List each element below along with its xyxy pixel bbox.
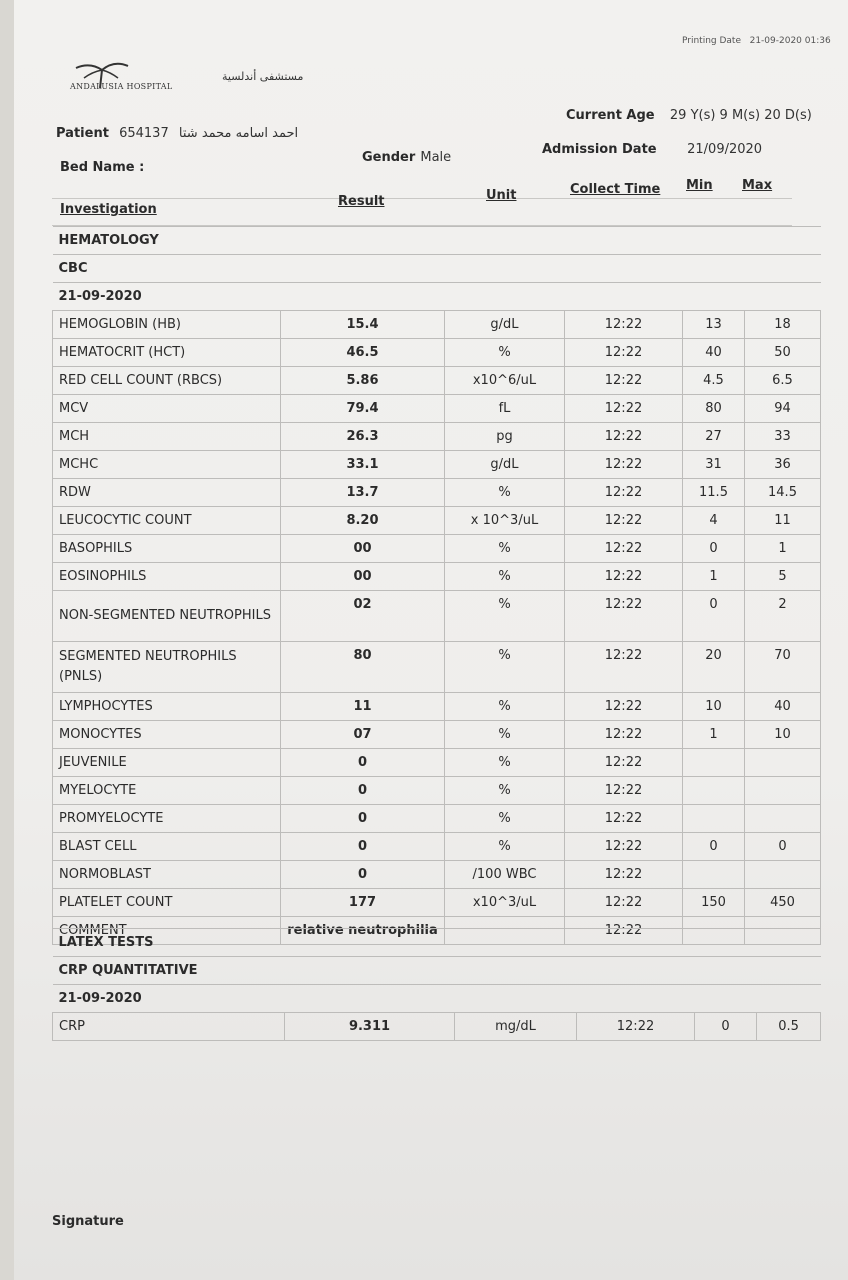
test-result: 80 xyxy=(281,642,445,693)
range-max: 11 xyxy=(745,507,821,535)
latex-date-text: 21-09-2020 xyxy=(53,985,821,1013)
gender-value: Male xyxy=(420,150,452,165)
test-name: COMMENT xyxy=(53,917,281,945)
collect-time: 12:22 xyxy=(565,423,683,451)
collect-time: 12:22 xyxy=(565,805,683,833)
range-max xyxy=(745,777,821,805)
range-max xyxy=(745,749,821,777)
test-name: MONOCYTES xyxy=(53,721,281,749)
table-row xyxy=(53,479,821,507)
collect-time: 12:22 xyxy=(565,889,683,917)
collect-time: 12:22 xyxy=(565,311,683,339)
range-max: 18 xyxy=(745,311,821,339)
range-min: 20 xyxy=(683,642,745,693)
latex-panel-title xyxy=(53,957,821,985)
col-investigation: Investigation xyxy=(60,202,157,217)
range-max: 70 xyxy=(745,642,821,693)
test-name: BLAST CELL xyxy=(53,833,281,861)
table-row xyxy=(53,591,821,642)
range-max: 40 xyxy=(745,693,821,721)
test-unit: x10^3/uL xyxy=(445,889,565,917)
test-result: 02 xyxy=(281,591,445,642)
hematology-section-title-text: HEMATOLOGY xyxy=(53,227,821,255)
range-min: 0 xyxy=(683,535,745,563)
collect-time: 12:22 xyxy=(565,917,683,945)
range-min: 10 xyxy=(683,693,745,721)
test-name: EOSINOPHILS xyxy=(53,563,281,591)
test-result: 13.7 xyxy=(281,479,445,507)
range-min xyxy=(683,805,745,833)
test-result: 00 xyxy=(281,535,445,563)
collect-time: 12:22 xyxy=(565,642,683,693)
patient-line xyxy=(56,122,298,141)
range-max: 0.5 xyxy=(757,1013,821,1041)
col-unit: Unit xyxy=(486,188,517,203)
test-unit: % xyxy=(445,693,565,721)
hematology-panel-title-text: CBC xyxy=(53,255,821,283)
table-row xyxy=(53,693,821,721)
table-row xyxy=(53,423,821,451)
admission-date xyxy=(542,138,762,157)
collect-time: 12:22 xyxy=(565,563,683,591)
table-row xyxy=(53,833,821,861)
test-name: PROMYELOCYTE xyxy=(53,805,281,833)
range-min: 31 xyxy=(683,451,745,479)
latex-section-title xyxy=(53,929,821,957)
gender xyxy=(362,146,451,165)
test-name: SEGMENTED NEUTROPHILS (PNLS) xyxy=(53,642,281,693)
printing-date-label: Printing Date xyxy=(682,36,741,46)
current-age xyxy=(566,104,812,123)
test-unit: % xyxy=(445,833,565,861)
collect-time: 12:22 xyxy=(577,1013,695,1041)
collect-time: 12:22 xyxy=(565,507,683,535)
test-unit: % xyxy=(445,339,565,367)
test-unit: % xyxy=(445,721,565,749)
range-max: 1 xyxy=(745,535,821,563)
patient-name: احمد اسامه محمد شتا xyxy=(178,126,299,141)
test-result: 0 xyxy=(281,833,445,861)
bed-name-label: Bed Name : xyxy=(60,160,145,175)
printing-date-value: 21-09-2020 01:36 xyxy=(749,36,831,46)
test-unit: % xyxy=(445,479,565,507)
range-min: 11.5 xyxy=(683,479,745,507)
table-row xyxy=(53,395,821,423)
test-unit: fL xyxy=(445,395,565,423)
collect-time: 12:22 xyxy=(565,861,683,889)
hematology-section-title xyxy=(53,227,821,255)
test-result: 07 xyxy=(281,721,445,749)
test-result: 46.5 xyxy=(281,339,445,367)
range-max: 0 xyxy=(745,833,821,861)
test-name: MCHC xyxy=(53,451,281,479)
collect-time: 12:22 xyxy=(565,367,683,395)
test-name: RED CELL COUNT (RBCS) xyxy=(53,367,281,395)
test-name: LYMPHOCYTES xyxy=(53,693,281,721)
current-age-label: Current Age xyxy=(566,108,655,123)
test-name: MYELOCYTE xyxy=(53,777,281,805)
table-row xyxy=(53,805,821,833)
table-row xyxy=(53,311,821,339)
test-unit: % xyxy=(445,642,565,693)
range-max: 5 xyxy=(745,563,821,591)
hospital-name-ar: مستشفى أندلسية xyxy=(222,70,304,83)
current-age-value: 29 Y(s) 9 M(s) 20 D(s) xyxy=(669,108,812,123)
test-result: 0 xyxy=(281,777,445,805)
table-row xyxy=(53,367,821,395)
test-result: 177 xyxy=(281,889,445,917)
hospital-logo xyxy=(70,60,320,100)
col-min: Min xyxy=(686,178,713,193)
signature-label: Signature xyxy=(52,1214,124,1229)
test-unit: % xyxy=(445,805,565,833)
table-row xyxy=(53,861,821,889)
test-unit: g/dL xyxy=(445,311,565,339)
range-max: 14.5 xyxy=(745,479,821,507)
hematology-date xyxy=(53,283,821,311)
test-name: LEUCOCYTIC COUNT xyxy=(53,507,281,535)
test-result: 00 xyxy=(281,563,445,591)
test-unit: g/dL xyxy=(445,451,565,479)
latex-date xyxy=(53,985,821,1013)
test-result: 9.311 xyxy=(285,1013,455,1041)
test-unit: /100 WBC xyxy=(445,861,565,889)
patient-id: 654137 xyxy=(119,126,169,141)
table-row xyxy=(53,889,821,917)
range-min: 1 xyxy=(683,563,745,591)
test-result: 26.3 xyxy=(281,423,445,451)
test-name: PLATELET COUNT xyxy=(53,889,281,917)
test-result: 8.20 xyxy=(281,507,445,535)
range-min: 4 xyxy=(683,507,745,535)
test-unit: % xyxy=(445,563,565,591)
test-result: 0 xyxy=(281,749,445,777)
collect-time: 12:22 xyxy=(565,721,683,749)
printing-date xyxy=(682,36,831,46)
range-max: 450 xyxy=(745,889,821,917)
range-min xyxy=(683,749,745,777)
range-max: 2 xyxy=(745,591,821,642)
patient-label: Patient xyxy=(56,126,109,141)
test-unit: pg xyxy=(445,423,565,451)
gender-label: Gender xyxy=(362,150,416,165)
collect-time: 12:22 xyxy=(565,693,683,721)
collect-time: 12:22 xyxy=(565,395,683,423)
test-name: NON-SEGMENTED NEUTROPHILS xyxy=(53,591,281,642)
test-name: MCV xyxy=(53,395,281,423)
test-unit: % xyxy=(445,591,565,642)
range-min: 1 xyxy=(683,721,745,749)
test-unit: % xyxy=(445,535,565,563)
range-min: 40 xyxy=(683,339,745,367)
table-row xyxy=(53,535,821,563)
test-name: CRP xyxy=(53,1013,285,1041)
collect-time: 12:22 xyxy=(565,833,683,861)
range-min xyxy=(683,777,745,805)
collect-time: 12:22 xyxy=(565,451,683,479)
test-result: 33.1 xyxy=(281,451,445,479)
hematology-table xyxy=(52,226,821,945)
test-name: NORMOBLAST xyxy=(53,861,281,889)
col-result: Result xyxy=(338,194,385,209)
range-max: 10 xyxy=(745,721,821,749)
range-max: 36 xyxy=(745,451,821,479)
test-unit: x10^6/uL xyxy=(445,367,565,395)
col-collect-time: Collect Time xyxy=(570,182,661,197)
table-row xyxy=(53,777,821,805)
range-max xyxy=(745,805,821,833)
range-min: 0 xyxy=(683,833,745,861)
latex-section-title-text: LATEX TESTS xyxy=(53,929,821,957)
test-name: MCH xyxy=(53,423,281,451)
test-result: relative neutrophilia xyxy=(281,917,445,945)
range-max: 6.5 xyxy=(745,367,821,395)
range-max: 33 xyxy=(745,423,821,451)
collect-time: 12:22 xyxy=(565,339,683,367)
test-unit: % xyxy=(445,777,565,805)
test-name: HEMATOCRIT (HCT) xyxy=(53,339,281,367)
table-row xyxy=(53,1013,821,1041)
test-name: BASOPHILS xyxy=(53,535,281,563)
hospital-name-en: ANDALUSIA HOSPITAL xyxy=(70,82,173,91)
admission-date-label: Admission Date xyxy=(542,142,657,157)
test-unit: mg/dL xyxy=(455,1013,577,1041)
test-result: 0 xyxy=(281,805,445,833)
table-row xyxy=(53,721,821,749)
table-row xyxy=(53,339,821,367)
collect-time: 12:22 xyxy=(565,749,683,777)
range-min: 80 xyxy=(683,395,745,423)
hematology-panel-title xyxy=(53,255,821,283)
latex-table xyxy=(52,928,821,1041)
test-result: 11 xyxy=(281,693,445,721)
table-row xyxy=(53,507,821,535)
range-min: 4.5 xyxy=(683,367,745,395)
test-name: JEUVENILE xyxy=(53,749,281,777)
range-min: 0 xyxy=(683,591,745,642)
admission-date-value: 21/09/2020 xyxy=(687,142,763,157)
collect-time: 12:22 xyxy=(565,591,683,642)
test-result: 0 xyxy=(281,861,445,889)
range-max xyxy=(745,861,821,889)
table-row xyxy=(53,563,821,591)
collect-time: 12:22 xyxy=(565,479,683,507)
latex-panel-title-text: CRP QUANTITATIVE xyxy=(53,957,821,985)
collect-time: 12:22 xyxy=(565,535,683,563)
collect-time: 12:22 xyxy=(565,777,683,805)
hematology-date-text: 21-09-2020 xyxy=(53,283,821,311)
range-min: 0 xyxy=(695,1013,757,1041)
range-min: 27 xyxy=(683,423,745,451)
test-result: 5.86 xyxy=(281,367,445,395)
test-result: 79.4 xyxy=(281,395,445,423)
test-unit: x 10^3/uL xyxy=(445,507,565,535)
range-min: 13 xyxy=(683,311,745,339)
table-row xyxy=(53,451,821,479)
range-max: 94 xyxy=(745,395,821,423)
table-row xyxy=(53,642,821,693)
test-result: 15.4 xyxy=(281,311,445,339)
range-max: 50 xyxy=(745,339,821,367)
test-unit: % xyxy=(445,749,565,777)
column-header-row xyxy=(52,198,792,226)
range-min: 150 xyxy=(683,889,745,917)
test-name: RDW xyxy=(53,479,281,507)
table-row xyxy=(53,749,821,777)
range-min xyxy=(683,861,745,889)
test-name: HEMOGLOBIN (HB) xyxy=(53,311,281,339)
col-max: Max xyxy=(742,178,773,193)
